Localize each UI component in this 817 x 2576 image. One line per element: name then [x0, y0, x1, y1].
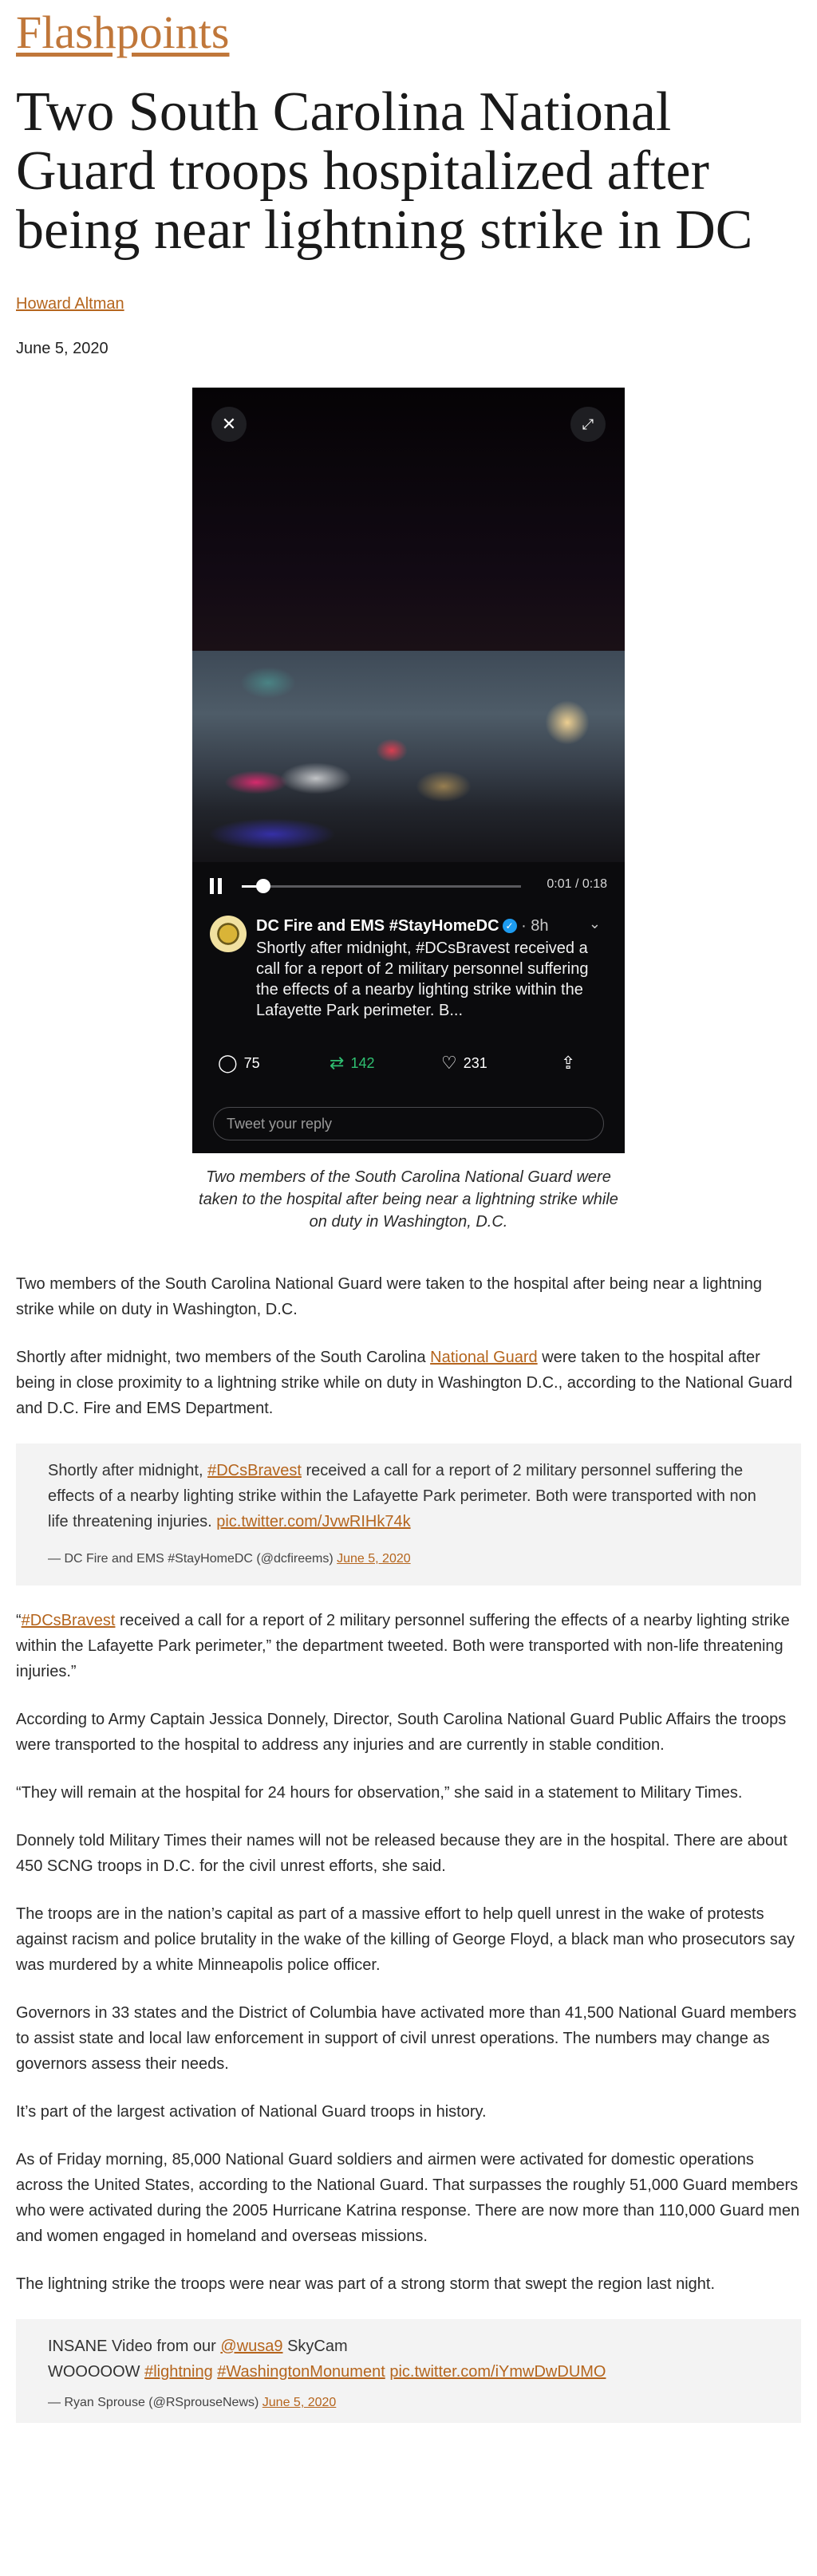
like-count: 231 [463, 1055, 487, 1071]
paragraph: As of Friday morning, 85,000 National Guard soldiers and airmen were activated for domestic operations across the United States, according to the National Guard. That surpasses the roughly 51,000 Guard members who were activated during the 2005 Hurricane Katrina response. There are now more than 110,000 Guard men and women engaged in homeland and overseas missions. [16, 2151, 800, 2245]
tweet-citation: — Ryan Sprouse (@RSprouseNews) June 5, 2020 [48, 2396, 337, 2409]
progress-knob[interactable] [256, 879, 270, 893]
reply-input[interactable]: Tweet your reply [213, 1107, 604, 1140]
share-icon: ⇪ [561, 1053, 576, 1073]
reply-button[interactable] [218, 1051, 260, 1075]
pic-link[interactable]: pic.twitter.com/JvwRIHk74k [216, 1513, 411, 1530]
expand-icon[interactable]: ⤢ [570, 407, 606, 442]
video-time: 0:01 / 0:18 [547, 877, 607, 891]
section-link[interactable]: Flashpoints [16, 6, 230, 58]
paragraph: According to Army Captain Jessica Donnely, Director, South Carolina National Guard Public Affairs the troops were transported to the hospital to address any injuries and are currently in stable condition. [16, 1711, 787, 1754]
paragraph: Donnely told Military Times their names will not be released because they are in the hospital. There are about 450 SCNG troops in D.C. for the civil unrest efforts, she said. [16, 1832, 787, 1875]
video-scene [192, 651, 625, 862]
retweet-icon: ⇄ [330, 1053, 345, 1073]
video-player[interactable] [192, 388, 625, 1153]
verified-icon: ✓ [503, 919, 517, 933]
tweet-citation: — DC Fire and EMS #StayHomeDC (@dcfireems) June 5, 2020 [48, 1552, 411, 1566]
tweet-date-link[interactable]: June 5, 2020 [337, 1552, 411, 1566]
hashtag-link[interactable]: #lightning [144, 2363, 213, 2381]
tweet-date-link[interactable]: June 5, 2020 [262, 2396, 337, 2409]
paragraph: The troops are in the nation’s capital as part of a massive effort to help quell unrest in the wake of protests against racism and police brutality in the wake of the killing of George Floyd, a black man who prosecutors say was murdered by a white Minneapolis police officer. [16, 1905, 795, 1974]
tweet-body: INSANE Video from our @wusa9 SkyCam WOOOOOW #lightning #WashingtonMonument pic.twitter.com/iYmwDwDUMO [48, 2338, 606, 2381]
publish-date: June 5, 2020 [16, 340, 109, 357]
pause-icon[interactable] [210, 878, 223, 894]
video-embed [192, 388, 625, 1233]
retweet-count: 142 [350, 1055, 375, 1071]
mention-link[interactable]: @wusa9 [220, 2338, 283, 2355]
paragraph: Shortly after midnight, two members of the South Carolina National Guard were taken to the hospital after being in close proximity to a lightning strike while on duty in Washington D.C., according to the National Guard and D.C. Fire and EMS Department. [16, 1349, 793, 1417]
hashtag-link[interactable]: #WashingtonMonument [217, 2363, 385, 2381]
retweet-button[interactable] [330, 1051, 374, 1075]
like-button[interactable] [441, 1051, 487, 1075]
embedded-tweet [16, 1444, 801, 1585]
tweet-header [256, 916, 591, 936]
article-body [16, 1271, 801, 2423]
close-icon[interactable]: ✕ [211, 407, 247, 442]
paragraph: “They will remain at the hospital for 24 hours for observation,” she said in a statement to Military Times. [16, 1784, 743, 1802]
tweet-account[interactable]: DC Fire and EMS #StayHomeDC [256, 917, 499, 935]
paragraph: Two members of the South Carolina National Guard were taken to the hospital after being near a lightning strike while on duty in Washington, D.C. [16, 1275, 762, 1318]
tweet-body: Shortly after midnight, #DCsBravest received a call for a report of 2 military personnel suffering the effects of a nearby lighting strike within the Lafayette Park perimeter. Both were transported with non life threatening injuries. pic.twitter.com/JvwRIHk74k [48, 1462, 756, 1530]
hashtag-link[interactable]: #DCsBravest [21, 1612, 116, 1629]
reply-icon: ◯ [218, 1053, 238, 1073]
author-link[interactable]: Howard Altman [16, 295, 124, 313]
paragraph: It’s part of the largest activation of National Guard troops in history. [16, 2103, 487, 2121]
share-button[interactable] [561, 1051, 582, 1075]
paragraph: Governors in 33 states and the District of Columbia have activated more than 41,500 National Guard members to assist state and local law enforcement in support of civil unrest operations. The numbers may change as governors assess their needs. [16, 2004, 797, 2073]
tweet-text: Shortly after midnight, #DCsBravest received a call for a report of 2 military personnel suffering the effects of a nearby lighting strike within the Lafayette Park perimeter. B... [256, 939, 589, 1019]
heart-icon: ♡ [441, 1053, 457, 1073]
national-guard-link[interactable]: National Guard [430, 1349, 538, 1366]
video-caption: Two members of the South Carolina National Guard were taken to the hospital after being near a lightning strike while on duty in Washington, D.C. [199, 1168, 618, 1231]
tweet-age: · 8h [521, 917, 549, 935]
video-scrubber[interactable] [210, 876, 607, 896]
paragraph: “#DCsBravest received a call for a report of 2 military personnel suffering the effects of a nearby lighting strike within the Lafayette Park perimeter,” the department tweeted. Both were transported with non-life threatening injuries.” [16, 1612, 790, 1680]
paragraph: The lightning strike the troops were near was part of a strong storm that swept the region last night. [16, 2275, 716, 2293]
embedded-tweet [16, 2319, 801, 2423]
reply-count: 75 [243, 1055, 260, 1071]
video-frame-top [192, 388, 625, 651]
byline [16, 293, 801, 314]
pic-link[interactable]: pic.twitter.com/iYmwDwDUMO [389, 2363, 606, 2381]
headline: Two South Carolina National Guard troops hospitalized after being near lightning strike in DC [16, 81, 753, 261]
avatar[interactable] [210, 916, 247, 952]
hashtag-link[interactable]: #DCsBravest [207, 1462, 302, 1479]
chevron-down-icon[interactable]: ⌄ [588, 916, 601, 932]
progress-track[interactable] [242, 885, 521, 888]
tweet-actions [210, 1051, 607, 1075]
